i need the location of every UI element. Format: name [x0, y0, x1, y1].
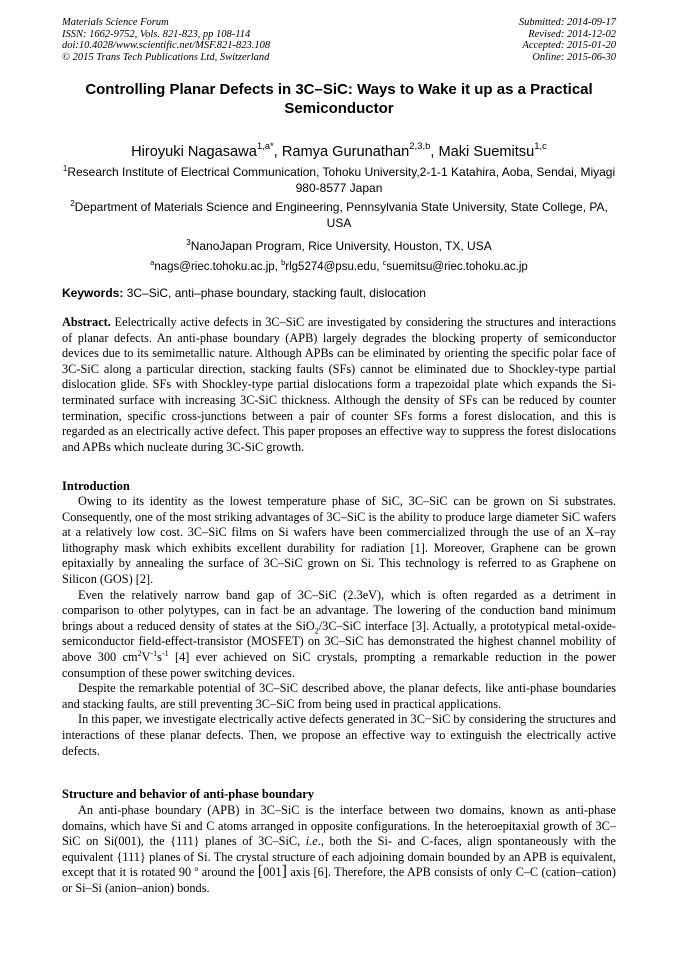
paragraph-text: [4] ever achieved on SiC crystals, prompting a remarkable reduction in the power consumption of these power switching devices. — [62, 649, 616, 680]
online-date: Online: 2015-06-30 — [532, 51, 616, 63]
author-separator: , — [430, 143, 439, 160]
bracket-close: ] — [281, 863, 287, 881]
affiliation-number: 2 — [70, 199, 75, 208]
apb-section-body — [62, 803, 616, 897]
italic-text: i.e — [305, 834, 318, 849]
author-affiliation-mark: 1,c — [534, 141, 547, 152]
email-link[interactable]: nags@riec.tohoku.ac.jp, — [154, 260, 282, 273]
author-list — [0, 139, 678, 161]
author-name: Maki Suemitsu — [438, 143, 535, 160]
revised-date: Revised: 2014-12-02 — [528, 28, 616, 40]
affiliation-text: NanoJapan Program, Rice University, Houston, TX, USA — [190, 239, 492, 253]
section-heading-apb: Structure and behavior of anti-phase boundary — [62, 787, 315, 801]
email-mark: a — [150, 258, 155, 267]
author-affiliation-mark: 1,a* — [256, 141, 274, 152]
author-emails — [0, 255, 678, 275]
author-name: Ramya Gurunathan — [281, 143, 410, 160]
paragraph-text: axis [6]. Therefore, the APB consists of only C–C (cation–cation) or Si–Si (anion–anion) bonds. — [62, 865, 616, 895]
subscript: 2 — [314, 626, 319, 636]
paragraph-text: /3C–SiC interface [3]. Actually, a prototypical metal-oxide-semiconductor field-effect-transistor (MOSFET) on 3C–SiC has demonstrated the highest channel mobility of above 300 cm — [62, 618, 616, 664]
email-link[interactable]: suemitsu@riec.tohoku.ac.jp — [386, 260, 528, 273]
direction-index: 001 — [263, 865, 282, 880]
journal-name: Materials Science Forum — [62, 17, 169, 28]
email-mark: b — [281, 258, 286, 267]
paragraph: Despite the remarkable potential of 3C–SiC described above, the planar defects, like anti-phase boundaries and stacking faults, are still preventing 3C–SiC from being used in practical applications. — [62, 681, 616, 711]
paragraph: In this paper, we investigate electrically active defects generated in 3C−SiC by considering the structures and interactions of these planar defects. Then, we propose an effective way to extinguish the electrically active defects. — [62, 712, 616, 758]
doi-line[interactable]: doi:10.4028/www.scientific.net/MSF.821-823.108 — [62, 40, 271, 52]
abstract-text: Eelectrically active defects in 3C–SiC are investigated by considering the structures and interactions of planar defects. An anti-phase boundary (APB) largely degrades the blocking property of semiconductor devices due to its semimetallic nature. Although APBs can be eliminated by orienting the specific polar face of 3C-SiC along a particular direction, stacking faults (SFs) cannot be eliminated due to Shockley-type partial dislocation glide. SFs with Shockley-type partial dislocations form a trapezoidal plate which expands the Si-terminated surface with increasing 3C-SiC thickness. Although the density of SFs can be reduced by counter termination, specific cross-junctions between a pair of counter SFs forms a forest dislocation, and this is regarded as an electrically active defect. This paper proposes an effective way to suppress the forest dislocations and APBs which nucleate during 3C-SiC growth. — [62, 315, 616, 454]
superscript: 2 — [137, 648, 142, 658]
affiliation-2 — [58, 196, 620, 231]
affiliation-1 — [58, 161, 620, 196]
submitted-date: Submitted: 2014-09-17 — [518, 17, 616, 28]
paragraph-text: An anti-phase boundary (APB) in 3C–SiC is the interface between two domains, known as anti-phase domains, which have Si and C atoms arranged in opposite configurations. In the heteroepitaxial growth of 3C–SiC on Si(001), the {111} planes of 3C–SiC, — [62, 803, 616, 849]
affiliation-text: Research Institute of Electrical Communication, Tohoku University,2-1-1 Katahira, Aoba, Sendai, Miyagi 980-8577 Japan — [67, 165, 616, 195]
copyright-line: © 2015 Trans Tech Publications Ltd, Switzerland — [62, 51, 270, 63]
issn-line: ISSN: 1662-9752, Vols. 821-823, pp 108-114 — [62, 28, 251, 40]
keywords — [62, 285, 426, 301]
section-heading-introduction: Introduction — [62, 479, 130, 493]
keywords-label: Keywords: — [62, 286, 124, 300]
affiliation-text: Department of Materials Science and Engineering, Pennsylvania State University, State College, PA, USA — [74, 200, 608, 230]
superscript: -1 — [150, 648, 158, 658]
accepted-date: Accepted: 2015-01-20 — [522, 40, 616, 52]
email-mark: c — [382, 258, 387, 267]
author-separator: , — [273, 143, 282, 160]
affiliation-3 — [58, 235, 620, 254]
affiliation-number: 1 — [62, 164, 68, 173]
abstract — [62, 315, 616, 455]
author-name: Hiroyuki Nagasawa — [131, 143, 257, 160]
paragraph-text: V — [141, 649, 151, 664]
paragraph-text: s — [157, 649, 162, 664]
email-link[interactable]: rlg5274@psu.edu, — [285, 260, 383, 273]
author-affiliation-mark: 2,3,b — [409, 141, 431, 152]
paragraph-text: Even the relatively narrow band gap of 3C–SiC (2.3eV), which is often regarded as a detriment in comparison to other polytypes, can in fact be an advantage. The lowering of the conduction band minimum brings about a reduced density of states at the SiO — [62, 587, 616, 633]
affiliation-number: 3 — [186, 238, 191, 247]
keywords-text: 3C–SiC, anti–phase boundary, stacking fault, dislocation — [123, 286, 426, 300]
journal-info — [62, 17, 270, 63]
publication-dates — [519, 17, 616, 63]
bracket-open: [ — [257, 863, 264, 881]
superscript: -1 — [161, 648, 169, 658]
paragraph — [62, 588, 616, 682]
paragraph — [62, 803, 616, 897]
paragraph-text: ., both the Si- and C-faces, align spontaneously with the equivalent {111} planes of Si. The crystal structure of each adjoining domain bounded by an APB is equivalent, except that it is rotated 90 º around the — [62, 834, 616, 880]
introduction-body — [62, 494, 616, 759]
paper-title: Controlling Planar Defects in 3C–SiC: Ways to Wake it up as a Practical Semiconductor — [85, 81, 593, 117]
abstract-label: Abstract. — [62, 315, 111, 329]
paragraph: Owing to its identity as the lowest temperature phase of SiC, 3C–SiC can be grown on Si substrates. Consequently, one of the most striking advantages of 3C–SiC is the ability to produce large diameter SiC wafers at a relatively low cost. 3C–SiC films on Si wafers have been commercialized through the use of an X–ray lithography mask which exhibits excellent durability for radiation [1]. Moreover, Graphene can be grown epitaxially by annealing the surface of 3C–SiC grown on Si. This technology is referred to as Graphene on Silicon (GOS) [2]. — [62, 494, 616, 586]
